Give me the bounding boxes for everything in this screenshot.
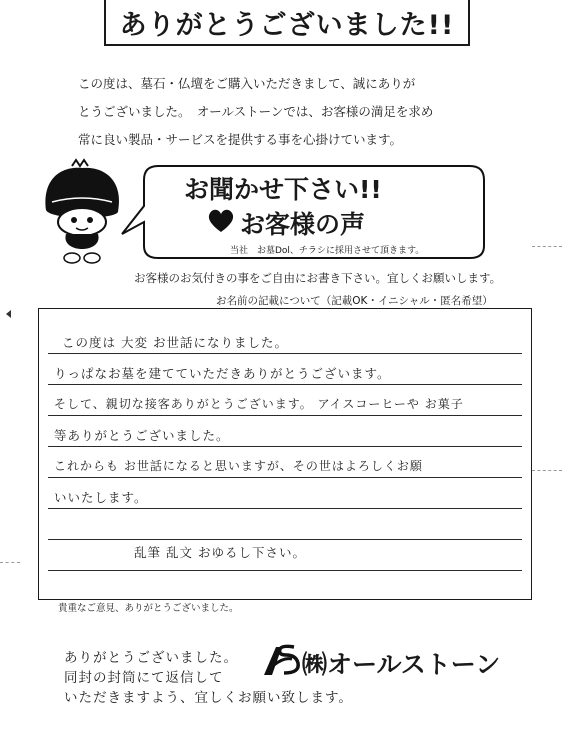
reply-line: 同封の封筒にて返信して: [64, 670, 224, 686]
writing-rule: [48, 446, 522, 447]
instructions-lead: お客様のお気付きの事をご自由にお書き下さい。宜しくお願いします。: [134, 271, 502, 285]
bubble-subtitle: お客様の声: [240, 210, 366, 239]
comment-line: いいたします。: [54, 490, 148, 505]
scan-mark: [532, 470, 562, 471]
writing-rule: [48, 477, 522, 478]
bubble-title: お聞かせ下さい!!: [184, 175, 382, 204]
writing-rule: [48, 508, 522, 509]
mascot-illustration: [32, 158, 132, 268]
intro-line: とうございました。 オールストーンでは、お客様の満足を求め: [78, 104, 434, 119]
writing-rule: [48, 353, 522, 354]
reply-line: いただきますよう、宜しくお願い致します。: [64, 690, 353, 706]
comment-line: この度は 大変 お世話になりました。: [62, 335, 288, 350]
comment-line: 乱筆 乱文 おゆるし下さい。: [134, 545, 306, 560]
scan-mark: [0, 562, 20, 563]
thanks-note: 貴重なご意見、ありがとうございました。: [58, 603, 239, 614]
scan-mark: [532, 246, 562, 247]
reply-line: ありがとうございました。: [64, 650, 238, 666]
writing-rule: [48, 539, 522, 540]
comment-line: りっぱなお墓を建てていただきありがとうございます。: [54, 366, 391, 381]
comment-line: そして、親切な接客ありがとうございます。 アイスコーヒーや お菓子: [54, 397, 464, 411]
intro-paragraph: [78, 70, 518, 154]
intro-line: 常に良い製品・サービスを提供する事を心掛けています。: [78, 132, 403, 147]
heart-icon: [206, 205, 236, 235]
comment-line: これからも お世話になると思いますが、その世はよろしくお願: [54, 459, 423, 473]
company-name: ㈱オールストーン: [302, 650, 501, 679]
name-disclosure-note: お名前の記載について（記載OK・イニシャル・匿名希望）: [216, 295, 493, 307]
writing-rule: [48, 384, 522, 385]
title-banner: [104, 0, 470, 46]
bubble-note: 当社 お墓Dol、チラシに採用させて頂きます。: [230, 246, 425, 256]
intro-line: この度は、墓石・仏壇をご購入いただきまして、誠にありが: [78, 76, 416, 91]
page-title: ありがとうございました!!: [119, 9, 455, 41]
writing-rule: [48, 570, 522, 571]
comment-line: 等ありがとうございました。: [54, 428, 230, 443]
writing-rule: [48, 415, 522, 416]
company-logo-icon: [262, 643, 306, 679]
scan-arrow-mark: [6, 310, 11, 318]
